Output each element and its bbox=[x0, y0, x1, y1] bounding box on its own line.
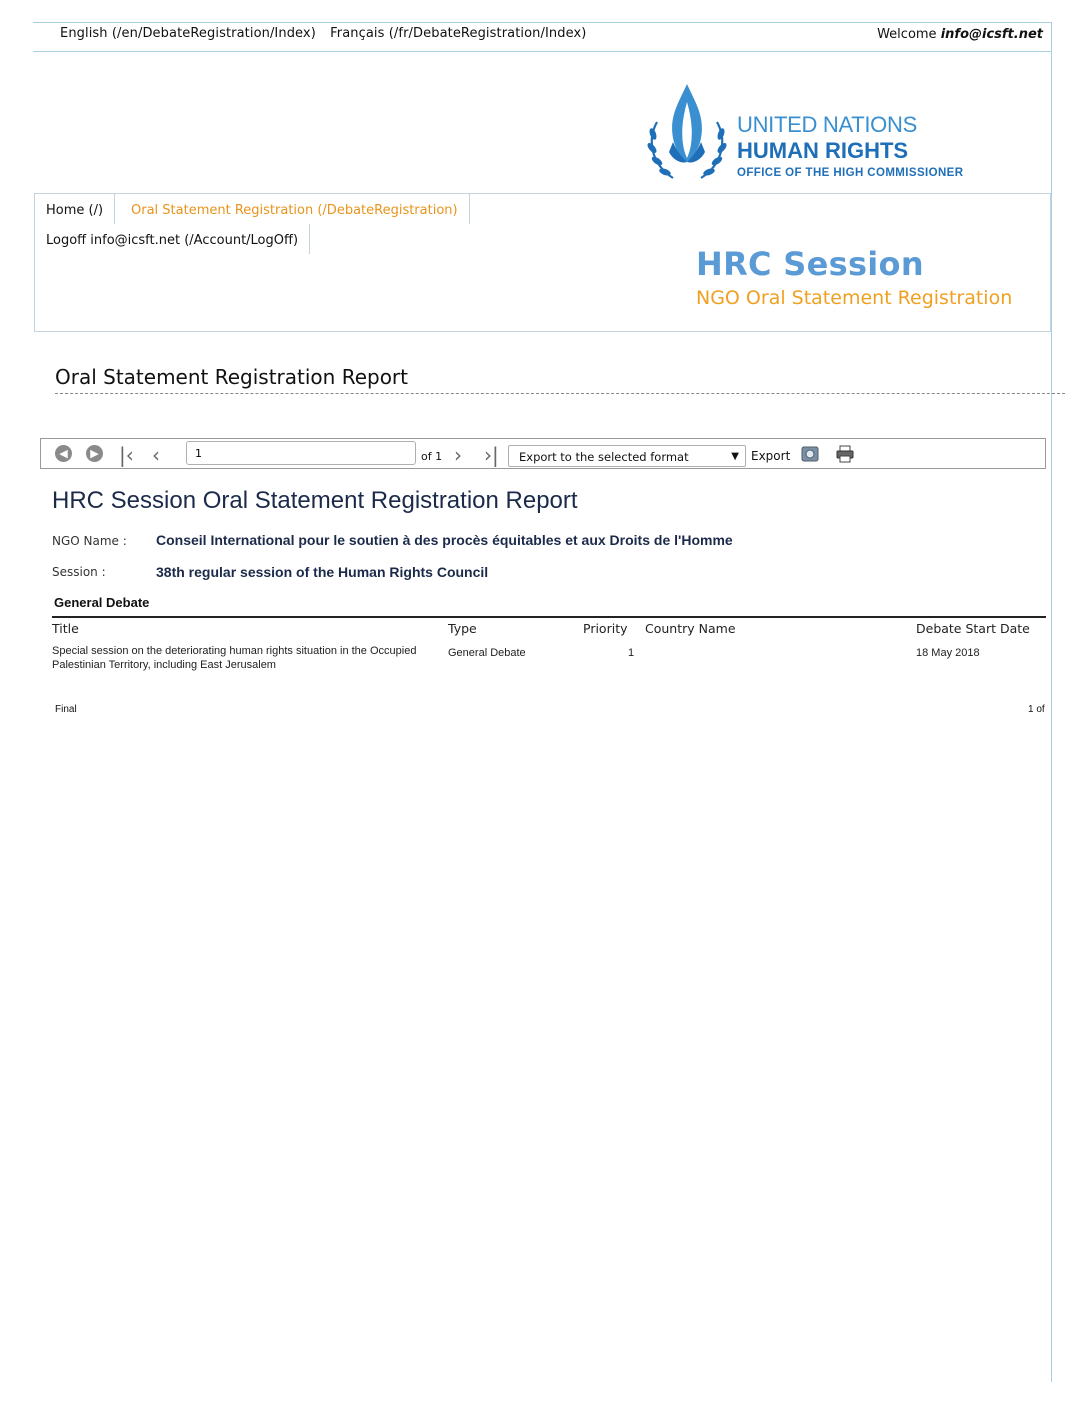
column-header-country: Country Name bbox=[645, 621, 736, 636]
export-format-value: Export to the selected format bbox=[519, 450, 689, 464]
next-page-icon[interactable]: › bbox=[454, 443, 462, 467]
dropdown-arrow-icon: ▼ bbox=[731, 451, 739, 462]
page-number-input[interactable] bbox=[186, 441, 416, 465]
section-heading: General Debate bbox=[54, 595, 150, 610]
logo-line-3: OFFICE OF THE HIGH COMMISSIONER bbox=[737, 167, 964, 179]
column-header-title: Title bbox=[52, 621, 79, 636]
report-title: HRC Session Oral Statement Registration Report bbox=[52, 487, 578, 514]
column-header-priority: Priority bbox=[583, 621, 628, 636]
lang-english-link[interactable]: English (/en/DebateRegistration/Index) bbox=[60, 26, 316, 41]
un-human-rights-emblem-icon bbox=[643, 82, 731, 186]
row-priority: 1 bbox=[628, 647, 635, 659]
session-label: Session : bbox=[52, 565, 106, 579]
welcome-prefix: Welcome bbox=[877, 27, 937, 42]
first-page-icon[interactable]: |‹ bbox=[119, 443, 134, 467]
export-format-select[interactable] bbox=[508, 445, 746, 467]
banner-title: HRC Session bbox=[696, 245, 924, 283]
language-bar-divider bbox=[33, 51, 1052, 52]
footer-page-count: 1 of bbox=[1028, 704, 1045, 715]
page-title: Oral Statement Registration Report bbox=[55, 365, 408, 389]
footer-status: Final bbox=[55, 704, 77, 715]
row-start-date: 18 May 2018 bbox=[916, 647, 980, 659]
table-row bbox=[52, 644, 416, 672]
language-bar bbox=[60, 26, 596, 41]
ngo-name-value: Conseil International pour le soutien à des procès équitables et aux Droits de l'Homme bbox=[156, 532, 733, 548]
back-arrow-icon[interactable]: ◀ bbox=[55, 445, 72, 462]
column-header-start-date: Debate Start Date bbox=[916, 621, 1030, 636]
lang-french-link[interactable]: Français (/fr/DebateRegistration/Index) bbox=[330, 26, 587, 41]
section-divider bbox=[52, 616, 1046, 618]
ngo-name-label: NGO Name : bbox=[52, 534, 127, 548]
banner-subtitle: NGO Oral Statement Registration bbox=[696, 287, 1013, 309]
report-toolbar bbox=[40, 438, 1046, 469]
page-frame-right bbox=[1051, 22, 1052, 1382]
row-title-line-1: Special session on the deteriorating human rights situation in the Occupied bbox=[52, 645, 417, 657]
un-logo-text bbox=[737, 112, 963, 182]
nav-oral-statement-link[interactable]: Oral Statement Registration (/DebateRegistration) bbox=[120, 194, 470, 224]
logo-line-2: HUMAN RIGHTS bbox=[737, 138, 909, 163]
last-page-icon[interactable]: ›| bbox=[484, 443, 499, 467]
top-border bbox=[33, 22, 1052, 23]
refresh-icon[interactable] bbox=[801, 445, 819, 463]
forward-arrow-icon[interactable]: ▶ bbox=[86, 445, 103, 462]
session-value: 38th regular session of the Human Rights Council bbox=[156, 564, 489, 580]
title-divider bbox=[55, 393, 1065, 394]
nav-logoff-link[interactable]: Logoff info@icsft.net (/Account/LogOff) bbox=[35, 224, 310, 254]
export-link[interactable]: Export bbox=[751, 449, 791, 463]
row-type: General Debate bbox=[448, 647, 526, 659]
column-header-type: Type bbox=[448, 621, 477, 636]
welcome-message bbox=[877, 27, 1043, 42]
welcome-user: info@icsft.net bbox=[940, 27, 1043, 42]
print-icon[interactable] bbox=[836, 445, 854, 463]
logo-line-1: UNITED NATIONS bbox=[737, 112, 917, 137]
previous-page-icon[interactable]: ‹ bbox=[152, 443, 160, 467]
row-title-line-2: Palestinian Territory, including East Jerusalem bbox=[52, 659, 276, 671]
page-count-label: of 1 bbox=[421, 450, 443, 463]
nav-home-link[interactable]: Home (/) bbox=[35, 194, 115, 224]
